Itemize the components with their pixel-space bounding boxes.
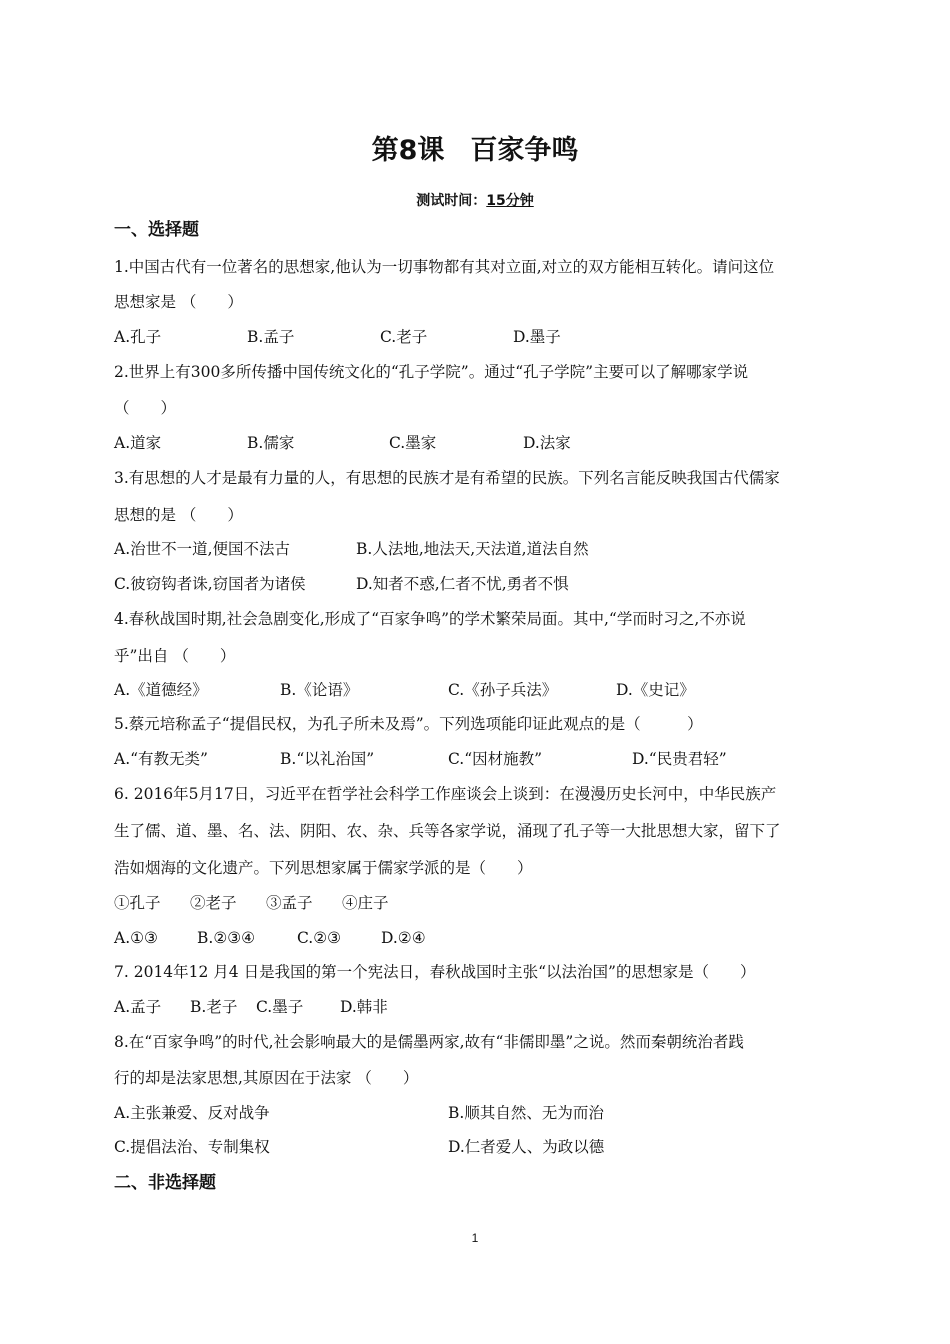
q6-stem-line2: 生了儒、道、墨、名、法、阴阳、农、杂、兵等各家学说，涌现了孔子等一大批思想大家，留下了 [114,822,781,840]
q1-option-d: D.墨子 [513,328,561,346]
section-heading-non-choice: 二、非选择题 [114,1173,216,1193]
q6-option-d: D.②④ [381,929,426,947]
q6-item-4: ④庄子 [342,894,389,912]
test-time [0,190,950,212]
q6-item-3: ③孟子 [266,894,313,912]
q6-option-b: B.②③④ [197,929,256,947]
q6-stem-line1: 6. 2016年5月17日，习近平在哲学社会科学工作座谈会上谈到：在漫漫历史长河中，中华民族产 [114,785,777,803]
q7-option-d: D.韩非 [340,998,388,1016]
section-heading-choice: 一、选择题 [114,220,199,240]
q8-stem-line2: 行的却是法家思想,其原因在于法家 （ ） [114,1069,419,1087]
q7-option-b: B.老子 [190,998,238,1016]
q1-option-a: A.孔子 [114,328,162,346]
q2-option-a: A.道家 [114,434,162,452]
q5-option-b: B.“以礼治国” [280,750,375,768]
q5-stem-line1: 5.蔡元培称孟子“提倡民权，为孔子所未及焉”。下列选项能印证此观点的是（ ） [114,715,703,733]
q8-option-a: A.主张兼爱、反对战争 [114,1104,270,1122]
lesson-number: 第8课 [371,135,445,166]
q3-option-a: A.治世不一道,便国不法古 [114,540,291,558]
q7-option-a: A.孟子 [114,998,162,1016]
q2-option-d: D.法家 [523,434,571,452]
q6-stem-line3: 浩如烟海的文化遗产。下列思想家属于儒家学派的是（ ） [114,859,533,877]
q3-stem-line1: 3.有思想的人才是最有力量的人，有思想的民族才是有希望的民族。下列名言能反映我国古代儒家 [114,469,780,487]
q3-option-d: D.知者不惑,仁者不忧,勇者不惧 [356,575,569,593]
q7-option-c: C.墨子 [256,998,304,1016]
q2-option-c: C.墨家 [389,434,437,452]
test-time-label: 测试时间： [416,193,487,209]
q6-option-a: A.①③ [114,929,158,947]
q5-option-c: C.“因材施教” [448,750,543,768]
q1-option-c: C.老子 [380,328,428,346]
q8-option-c: C.提倡法治、专制集权 [114,1138,270,1156]
q4-option-d: D.《史记》 [616,681,695,699]
q1-option-b: B.孟子 [247,328,295,346]
q8-stem-line1: 8.在“百家争鸣”的时代,社会影响最大的是儒墨两家,故有“非儒即墨”之说。然而秦朝统治者践 [114,1033,744,1051]
q2-stem-line1: 2.世界上有300多所传播中国传统文化的“孔子学院”。通过“孔子学院”主要可以了解哪家学说 [114,363,749,381]
q5-option-d: D.“民贵君轻” [632,750,727,768]
q8-option-b: B.顺其自然、无为而治 [448,1104,604,1122]
q4-option-b: B.《论语》 [280,681,359,699]
q2-stem-line2: （ ） [114,399,177,417]
lesson-name: 百家争鸣 [470,135,579,166]
q7-stem-line1: 7. 2014年12 月4 日是我国的第一个宪法日，春秋战国时主张“以法治国”的思想家是（ ） [114,963,756,981]
q4-stem-line2: 乎”出自 （ ） [114,647,236,665]
q4-option-a: A.《道德经》 [114,681,208,699]
q4-option-c: C.《孙子兵法》 [448,681,558,699]
q1-stem-line2: 思想家是 （ ） [114,293,243,311]
q6-item-1: ①孔子 [114,894,161,912]
q2-option-b: B.儒家 [247,434,295,452]
q3-option-c: C.彼窃钩者诛,窃国者为诸侯 [114,575,306,593]
q8-option-d: D.仁者爱人、为政以德 [448,1138,605,1156]
q4-stem-line1: 4.春秋战国时期,社会急剧变化,形成了“百家争鸣”的学术繁荣局面。其中,“学而时习之,不亦说 [114,610,746,628]
q6-item-2: ②老子 [190,894,237,912]
q5-option-a: A.“有教无类” [114,750,208,768]
test-time-value: 15分钟 [486,193,534,209]
q3-option-b: B.人法地,地法天,天法道,道法自然 [356,540,589,558]
page-number: 1 [471,1231,479,1245]
q3-stem-line2: 思想的是 （ ） [114,506,243,524]
q1-stem-line1: 1.中国古代有一位著名的思想家,他认为一切事物都有其对立面,对立的双方能相互转化。请问这位 [114,258,775,276]
lesson-title [0,131,950,171]
q6-option-c: C.②③ [297,929,342,947]
